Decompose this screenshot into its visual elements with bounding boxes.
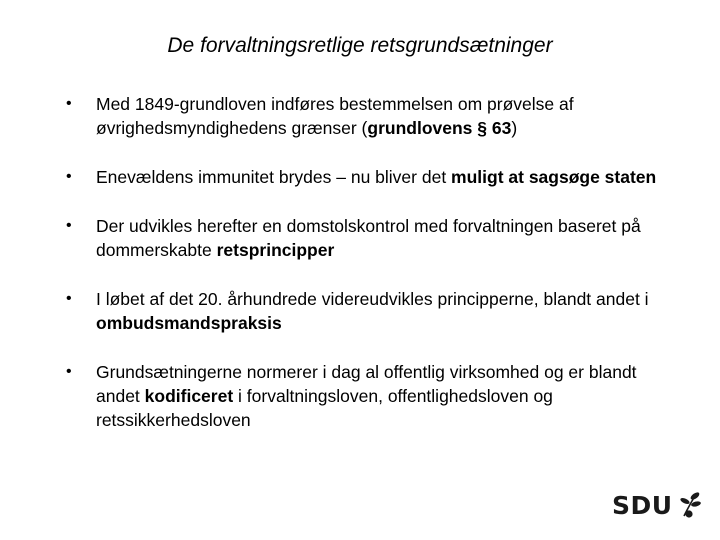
bullet-emphasis: ombudsmandspraksis [96,313,282,333]
bullet-text: Med 1849-grundloven indføres bestemmelsen om prøvelse af øvrighedsmyndighedens grænser ( [96,94,574,138]
list-item [62,360,682,432]
bullet-marker: • [66,290,72,307]
bullet-marker: • [66,168,72,185]
slide-title: De forvaltningsretlige retsgrundsætninger [167,34,553,57]
bullet-marker: • [66,217,72,234]
bullet-text: Grundsætningerne normerer i dag al offentlig virksomhed og er blandt andet [96,362,637,406]
bullet-emphasis: kodificeret [144,386,234,406]
bullet-marker: • [66,95,72,112]
logo-text: SDU [612,490,673,520]
sdu-logo [612,488,705,522]
bullet-list [62,92,682,457]
list-item [62,165,682,189]
list-item [62,92,682,140]
bullet-text-tail: ) [511,118,518,138]
list-item [62,214,682,262]
bullet-emphasis: muligt at sagsøge staten [451,167,657,187]
sdu-leaf-icon [675,490,705,520]
bullet-text-tail: i forvaltningsloven, offentlighedsloven og retssikkerhedsloven [96,386,553,430]
bullet-text: Enevældens immunitet brydes – nu bliver det [96,167,452,187]
bullet-emphasis: grundlovens § 63 [367,118,512,138]
bullet-emphasis: retsprincipper [216,240,335,260]
bullet-marker: • [66,363,72,380]
bullet-text: I løbet af det 20. århundrede videreudvikles principperne, blandt andet i [96,289,649,309]
list-item [62,287,682,335]
bullet-text: Der udvikles herefter en domstolskontrol med forvaltningen baseret på dommerskabte [96,216,641,260]
